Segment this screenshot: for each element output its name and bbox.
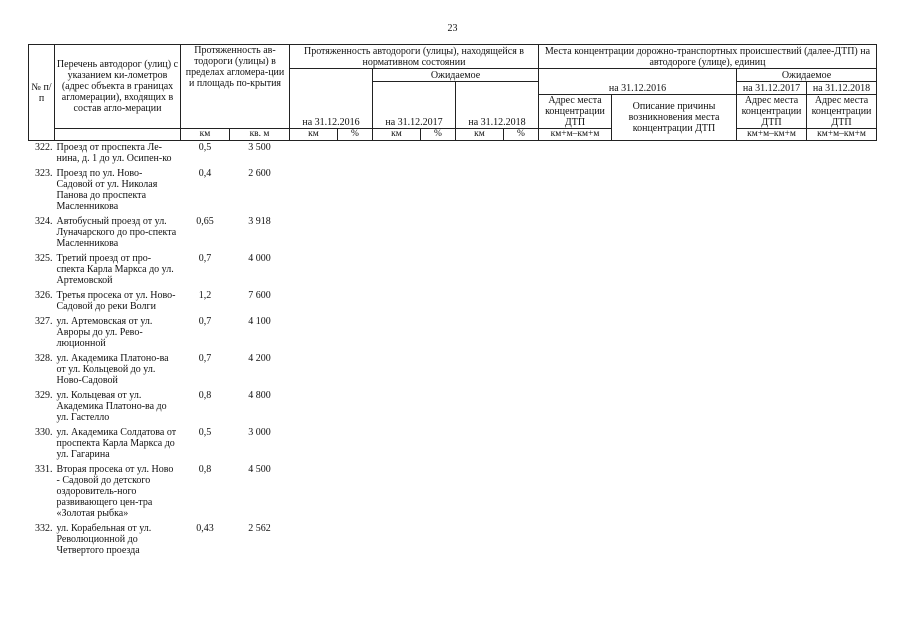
unit-pct-2018: % xyxy=(504,129,539,141)
row-km: 0,7 xyxy=(198,253,212,264)
row-name: ул. Кольцевая от ул. Академика Платоно-ва до ул. Гастелло xyxy=(56,390,167,423)
header-list: Перечень автодорог (улиц) с указанием ки-лометров (адрес объекта в границах агломерации), входящих в состав агло-мерации xyxy=(55,45,181,129)
header-norm-expected: Ожидаемое xyxy=(373,69,539,82)
row-km: 0,8 xyxy=(198,390,212,401)
header-desc: Описание причины возникновения места концентрации ДТП xyxy=(612,95,737,141)
row-km: 0,43 xyxy=(196,523,214,534)
row-name: Проезд по ул. Ново-Садовой от ул. Николая Панова до проспекта Масленникова xyxy=(56,168,158,212)
row-area: 4 500 xyxy=(248,464,271,475)
unit-kmkm-2017: км+м–км+м xyxy=(737,129,807,141)
row-name: Третий проезд от про-спекта Карла Маркса до ул. Артемовской xyxy=(56,253,174,286)
row-km: 0,7 xyxy=(198,353,212,364)
table-row xyxy=(29,426,877,463)
row-area: 7 600 xyxy=(248,290,271,301)
table-row xyxy=(29,167,877,215)
row-area: 3 500 xyxy=(248,142,271,153)
table-row xyxy=(29,389,877,426)
row-num: 325. xyxy=(35,253,53,264)
row-num: 326. xyxy=(35,290,53,301)
row-name: ул. Академика Солдатова от проспекта Карла Маркса до ул. Гагарина xyxy=(56,427,177,460)
header-norm: Протяженность автодороги (улицы), находящейся в нормативном состоянии xyxy=(290,45,539,69)
row-km: 1,2 xyxy=(198,290,212,301)
roads-table xyxy=(28,44,877,559)
header-addr-2016: Адрес места концентрации ДТП xyxy=(539,95,612,129)
row-area: 3 000 xyxy=(248,427,271,438)
row-num: 330. xyxy=(35,427,53,438)
row-name: Третья просека от ул. Ново-Садовой до реки Волги xyxy=(56,290,176,312)
header-num: № п/п xyxy=(29,45,55,141)
header-norm-2017: на 31.12.2017 xyxy=(373,82,456,129)
header-dtp: Места концентрации дорожно-транспортных происшествий (далее-ДТП) на автодороге (улице), единиц xyxy=(539,45,877,69)
header-norm-2018: на 31.12.2018 xyxy=(456,82,539,129)
row-area: 3 918 xyxy=(248,216,271,227)
row-area: 2 600 xyxy=(248,168,271,179)
row-area: 4 800 xyxy=(248,390,271,401)
page-number: 23 xyxy=(447,23,458,34)
row-km: 0,4 xyxy=(198,168,212,179)
row-name: Вторая просека от ул. Ново - Садовой до детского оздоровитель-ного развивающего цен-тра «Золотая рыбка» xyxy=(56,464,174,519)
row-km: 0,5 xyxy=(198,427,212,438)
row-name: Автобусный проезд от ул. Луначарского до про-спекта Масленникова xyxy=(56,216,177,249)
table-row xyxy=(29,352,877,389)
row-num: 332. xyxy=(35,523,53,534)
row-num: 324. xyxy=(35,216,53,227)
row-area: 4 000 xyxy=(248,253,271,264)
row-num: 329. xyxy=(35,390,53,401)
row-name: ул. Корабельная от ул. Революционной до Четвертого проезда xyxy=(56,523,152,556)
row-name: Проезд от проспекта Ле-нина, д. 1 до ул. Осипен-ко xyxy=(56,142,172,164)
unit-km-2018: км xyxy=(456,129,504,141)
row-km: 0,8 xyxy=(198,464,212,475)
unit-pct-2016: % xyxy=(338,129,373,141)
header-dtp-2017: на 31.12.2017 xyxy=(737,82,807,95)
row-km: 0,7 xyxy=(198,316,212,327)
header-norm-2016: на 31.12.2016 xyxy=(290,69,373,129)
table-row xyxy=(29,522,877,559)
header-dtp-2016: на 31.12.2016 xyxy=(539,69,737,95)
unit-km-2017: км xyxy=(373,129,421,141)
table-row xyxy=(29,315,877,352)
unit-km: км xyxy=(181,129,230,141)
row-num: 327. xyxy=(35,316,53,327)
row-area: 4 100 xyxy=(248,316,271,327)
header-addr-2017: Адрес места концентрации ДТП xyxy=(737,95,807,129)
row-num: 328. xyxy=(35,353,53,364)
row-area: 2 562 xyxy=(248,523,271,534)
table-row xyxy=(29,215,877,252)
row-num: 323. xyxy=(35,168,53,179)
row-num: 331. xyxy=(35,464,53,475)
row-km: 0,5 xyxy=(198,142,212,153)
unit-km-2016: км xyxy=(290,129,338,141)
header-dtp-2018: на 31.12.2018 xyxy=(807,82,877,95)
row-num: 322. xyxy=(35,142,53,153)
header-addr-2018: Адрес места концентрации ДТП xyxy=(807,95,877,129)
row-area: 4 200 xyxy=(248,353,271,364)
row-name: ул. Академика Платоно-ва от ул. Кольцевой до ул. Ново-Садовой xyxy=(56,353,169,386)
header-dtp-expected: Ожидаемое xyxy=(737,69,877,82)
header-length: Протяженность ав-тодороги (улицы) в пределах агломера-ции и площадь по-крытия xyxy=(181,45,290,129)
unit-sqm: кв. м xyxy=(230,129,290,141)
table-row xyxy=(29,289,877,315)
table-row xyxy=(29,252,877,289)
unit-pct-2017: % xyxy=(421,129,456,141)
header-blank xyxy=(55,129,181,141)
unit-kmkm-2018: км+м–км+м xyxy=(807,129,877,141)
table-row xyxy=(29,463,877,522)
table-row xyxy=(29,141,877,168)
row-name: ул. Артемовская от ул. Авроры до ул. Рево-люционной xyxy=(56,316,153,349)
unit-kmkm-2016: км+м–км+м xyxy=(539,129,612,141)
row-km: 0,65 xyxy=(196,216,214,227)
